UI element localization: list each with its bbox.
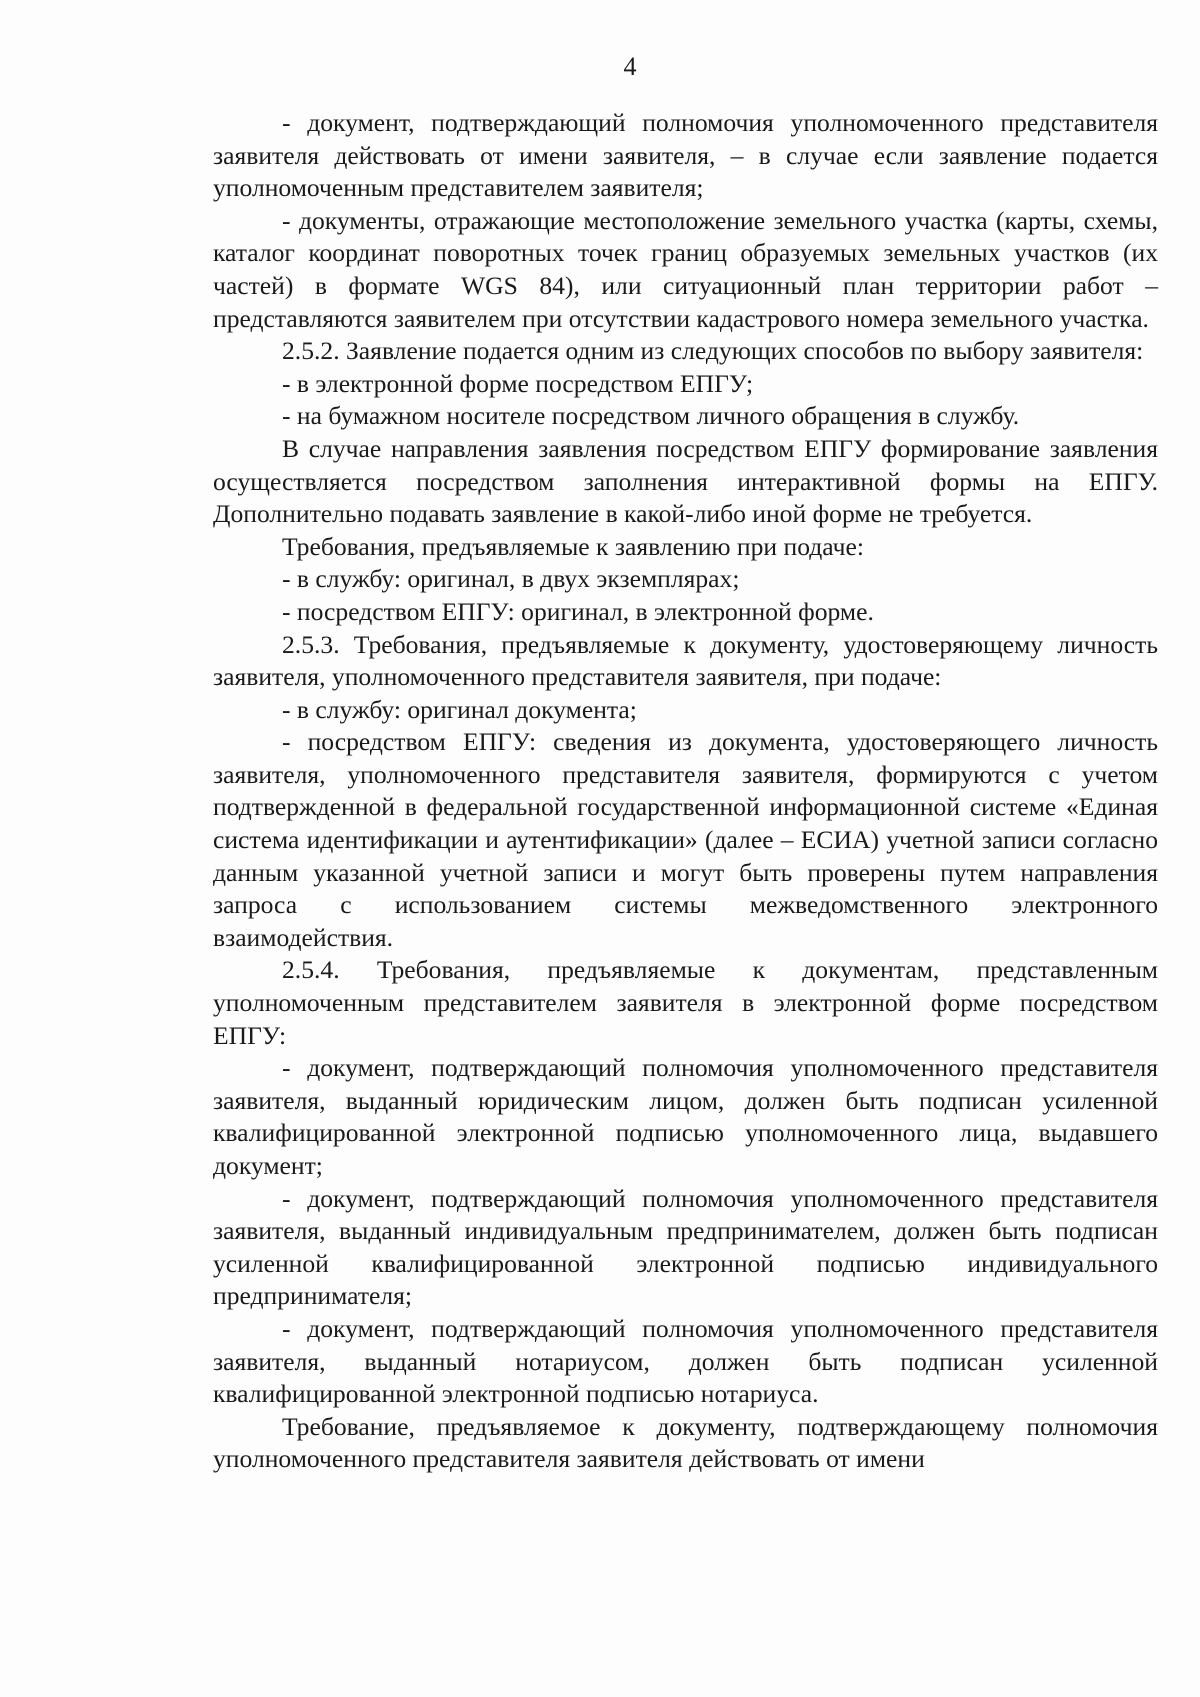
paragraph-14: - документ, подтверждающий полномочия уполномоченного представителя заявителя, выданный юридическим лицом, должен быть подписан усиленной квалифицированной электронной подписью уполномоченного лица, выдавшего документ;: [213, 1053, 1158, 1180]
paragraph-9: - посредством ЕПГУ: оригинал, в электронной форме.: [282, 596, 874, 626]
paragraph-6: В случае направления заявления посредством ЕПГУ формирование заявления осуществляется посредством заполнения интерактивной формы на ЕПГУ. Дополнительно подавать заявление в какой-либо иной форме не требуется.: [213, 433, 1158, 529]
paragraph-15: - документ, подтверждающий полномочия уполномоченного представителя заявителя, выданный индивидуальным предпринимателем, должен быть подписан усиленной квалифицированной электронной подписью индивидуального предпринимателя;: [213, 1183, 1158, 1311]
paragraph-4: - в электронной форме посредством ЕПГУ;: [282, 368, 754, 398]
paragraph-11: - в службу: оригинал документа;: [282, 694, 637, 724]
paragraph-12: - посредством ЕПГУ: сведения из документа, удостоверяющего личность заявителя, уполномоченного представителя заявителя, формируются с учетом подтвержденной в федеральной государственной информационной системе «Единая система идентификации и аутентификации» (далее – ЕСИА) учетной записи согласно данным указанной учетной записи и могут быть проверены путем направления запроса с использованием системы межведомственного электронного взаимодействия.: [213, 727, 1158, 952]
paragraph-5: - на бумажном носителе посредством личного обращения в службу.: [282, 401, 1020, 431]
paragraph-7: Требования, предъявляемые к заявлению при подаче:: [282, 531, 864, 561]
paragraph-16: - документ, подтверждающий полномочия уполномоченного представителя заявителя, выданный нотариусом, должен быть подписан усиленной квалифицированной электронной подписью нотариуса.: [213, 1313, 1158, 1409]
paragraph-1: - документ, подтверждающий полномочия уполномоченного представителя заявителя действовать от имени заявителя, – в случае если заявление подается уполномоченным представителем заявителя;: [213, 108, 1158, 203]
paragraph-3: 2.5.2. Заявление подается одним из следующих способов по выбору заявителя:: [282, 336, 1144, 366]
paragraph-8: - в службу: оригинал, в двух экземплярах;: [282, 564, 740, 594]
page-number: 4: [623, 52, 637, 81]
paragraph-2: - документы, отражающие местоположение земельного участка (карты, схемы, каталог координат поворотных точек границ образуемых земельных участков (их частей) в формате WGS 84), или ситуационный план территории работ – представляются заявителем при отсутствии кадастрового номера земельного участка.: [213, 205, 1158, 333]
paragraph-10: 2.5.3. Требования, предъявляемые к документу, удостоверяющему личность заявителя, уполномоченного представителя заявителя, при подаче:: [213, 629, 1158, 692]
paragraph-13: 2.5.4. Требования, предъявляемые к документам, представленным уполномоченным представителем заявителя в электронной форме посредством ЕПГУ:: [213, 955, 1158, 1050]
paragraph-17: Требование, предъявляемое к документу, подтверждающему полномочия уполномоченного представителя заявителя действовать от имени: [213, 1411, 1158, 1474]
document-body: [213, 107, 1158, 1476]
